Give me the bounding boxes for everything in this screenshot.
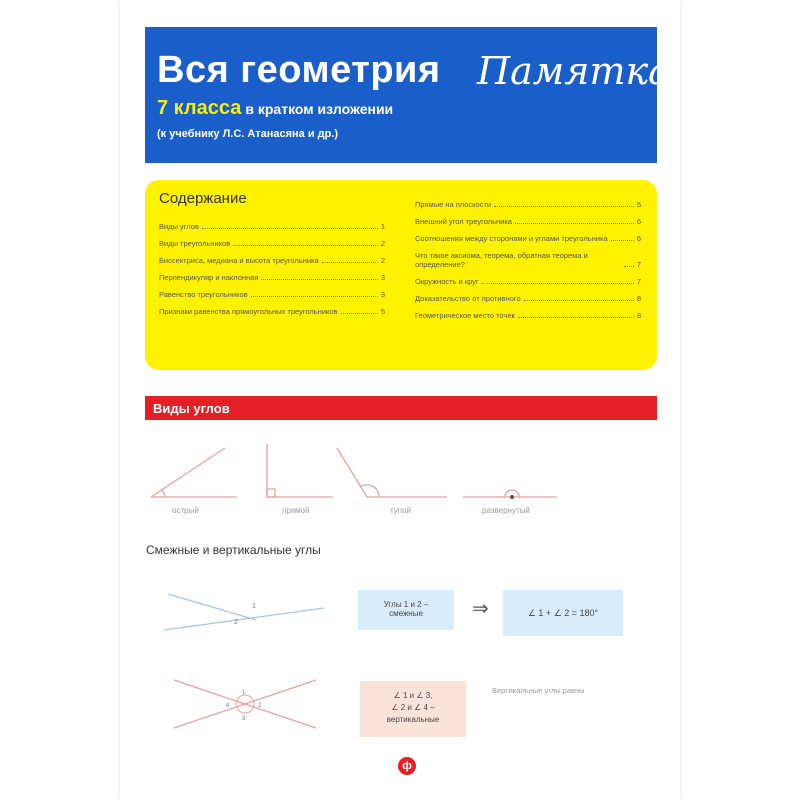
toc-page-number: 7 [636,260,641,269]
toc-entry-label: Доказательство от противного [415,294,521,303]
memo-label: Памятка [477,49,671,93]
vertical-box [360,681,466,737]
toc-entry-label: Геометрическое место точек [415,311,515,320]
angle-num-4: 4 [226,703,230,709]
toc-entry-label: Внешний угол треугольника [415,217,512,226]
toc-entry [159,256,385,265]
vertical-line-3: вертикальные [386,715,440,724]
toc-leader [202,228,378,229]
toc-entry-label: Окружность и круг [415,277,479,286]
toc-entry [415,294,641,303]
toc-entry [159,290,385,299]
vertical-box-text [360,681,466,726]
acute-label: острый [172,506,199,515]
angle-types-diagram [145,440,657,530]
toc-leader [624,266,634,267]
angle-num-1b: 1 [242,690,246,696]
adjacent-box [358,590,454,630]
toc-leader [482,283,634,284]
toc-leader [322,262,378,263]
toc-page-number: 3 [380,290,385,299]
obtuse-label: тупой [390,506,412,515]
toc-entry-label: Прямые на плоскости [415,200,492,209]
angle-num-1: 1 [252,603,256,610]
toc-page-number: 5 [380,307,385,316]
toc-entry-label: Что такое аксиома, теорема, обратная теорема и определение? [415,251,588,269]
toc-entry [415,251,641,269]
angle-num-3: 3 [242,716,246,722]
straight-label: развернутый [482,506,530,515]
toc-entry [415,217,641,226]
toc-page-number: 2 [380,239,385,248]
toc-left-column [159,222,385,324]
adjacent-angles-diagram [160,580,330,650]
toc-entry-label: Равенство треугольников [159,290,248,299]
toc-entry [415,200,641,209]
toc-page-number: 5 [636,200,641,209]
toc-page-number: 6 [636,234,641,243]
toc-page-number: 1 [380,222,385,231]
section-title-adjacent-vertical: Смежные и вертикальные углы [146,543,321,557]
angle-num-2b: 2 [258,703,262,709]
toc-entry-label: Перпендикуляр и наклонная [159,273,259,282]
toc-leader [515,223,634,224]
adjacent-result-text: ∠ 1 + ∠ 2 = 180° [527,608,599,618]
book-title: Вся геометрия [157,49,441,91]
toc-leader [261,279,377,280]
toc-leader [494,206,634,207]
toc-entry [159,222,385,231]
toc-leader [233,245,378,246]
section-title: Виды углов [153,401,230,416]
toc-entry [159,273,385,282]
book-subtitle [157,97,393,120]
adjacent-box-text: Углы 1 и 2 – смежные [383,600,429,618]
toc-heading: Содержание [159,190,247,207]
toc-page-number: 8 [636,294,641,303]
toc-entry [415,277,641,286]
toc-entry [159,307,385,316]
grade-label: 7 класса [157,97,242,119]
toc-entry-label: Биссектриса, медиана и высота треугольника [159,256,319,265]
textbook-note: (к учебнику Л.С. Атанасяна и др.) [157,128,339,140]
toc-entry-label: Виды треугольников [159,239,231,248]
toc-entry-label: Соотношения между сторонами и углами треугольника [415,234,608,243]
adjacent-result-box [503,590,623,636]
right-label: прямой [282,506,310,515]
vertical-line-1: ∠ 1 и ∠ 3, [393,691,433,700]
toc-page-number: 2 [380,256,385,265]
toc-entry [415,311,641,320]
toc-page-number: 3 [380,273,385,282]
angle-num-2: 2 [234,619,238,626]
toc-entry [415,234,641,243]
vertical-line-2: ∠ 2 и ∠ 4 – [391,703,435,712]
toc-entry-label: Признаки равенства прямоугольных треугольников [159,307,338,316]
toc-page-number: 7 [636,277,641,286]
toc-leader [251,296,378,297]
vertical-note: Вертикальные углы равны [492,686,585,695]
toc-leader [524,300,634,301]
title-banner [145,27,671,163]
toc-page-number: 6 [636,217,641,226]
toc-entry [159,239,385,248]
implies-arrow-icon: ⇒ [472,598,489,620]
subtitle-text: в кратком изложении [245,101,394,117]
toc-right-column [415,200,641,328]
toc-leader [611,240,634,241]
table-of-contents [145,180,657,370]
toc-leader [518,317,634,318]
publisher-logo-icon: ф [398,757,416,775]
toc-leader [341,313,378,314]
toc-entry-label: Виды углов [159,222,199,231]
section-header-angles [145,396,657,420]
toc-page-number: 8 [636,311,641,320]
vertical-angles-diagram [170,672,320,742]
